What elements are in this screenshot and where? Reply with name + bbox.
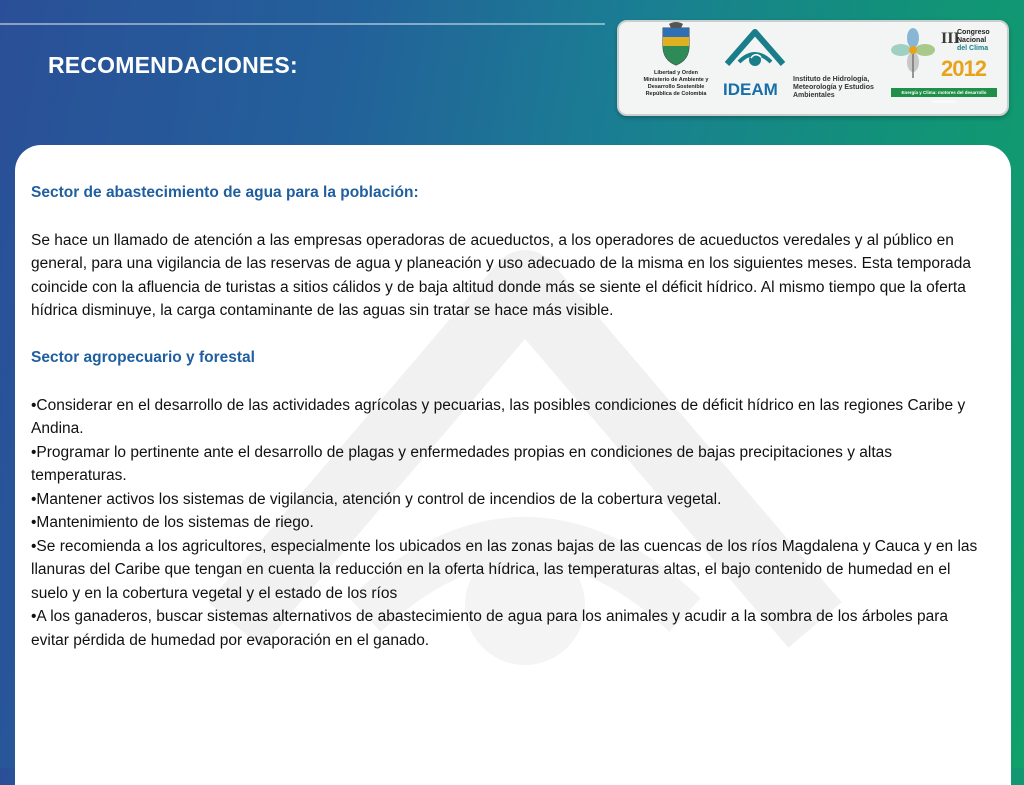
ministerio-line: Libertad y Orden [653, 70, 698, 76]
ideam-acronym: IDEAM [723, 80, 778, 99]
ministerio-line: República de Colombia [645, 91, 707, 97]
list-item: •Mantener activos los sistemas de vigilancia, atención y control de incendios de la cobertura vegetal. [31, 490, 722, 508]
congreso-roman: III [941, 30, 960, 47]
congreso-tagline: Energía y Clima: motores del desarrollo económico [891, 88, 997, 97]
ideam-eye-icon [721, 24, 789, 80]
list-item: •Programar lo pertinente ante el desarrollo de plagas y enfermedades propias en condiciones de bajas precipitaciones y altas temperaturas. [31, 443, 893, 484]
ministerio-logo [641, 22, 711, 112]
section-heading-water-supply: Sector de abastecimiento de agua para la población: [31, 184, 419, 201]
congreso-word: del Clima [957, 45, 989, 52]
congreso-year: 2012 [941, 56, 986, 81]
header-divider [0, 23, 605, 25]
logo-panel [617, 20, 1009, 116]
ideam-logo [719, 24, 884, 110]
content-card [15, 145, 1011, 785]
congreso-word: Nacional [957, 37, 987, 44]
congreso-clima-logo [891, 26, 1001, 110]
colombia-coat-of-arms-icon [659, 22, 693, 66]
list-item: •A los ganaderos, buscar sistemas alternativos de abastecimiento de agua para los animales y acudir a la sombra de los árboles para evitar pérdida de humedad por evaporación en el ganado. [31, 608, 948, 649]
list-item: •Mantenimiento de los sistemas de riego. [31, 514, 314, 531]
slide-title: RECOMENDACIONES: [48, 52, 298, 78]
recommendations-text [31, 181, 989, 652]
list-item: •Considerar en el desarrollo de las actividades agrícolas y pecuarias, las posibles condiciones de déficit hídrico en las regiones Caribe y Andina. [31, 396, 966, 437]
congreso-word: Congreso [957, 29, 990, 36]
ministerio-caption [641, 70, 711, 98]
section-heading-agriculture: Sector agropecuario y forestal [31, 349, 255, 366]
water-supply-paragraph: Se hace un llamado de atención a las empresas operadoras de acueductos, a los operadores de acueductos veredales y al público en general, para una vigilancia de las reservas de agua y planeación y uso adecuado de la misma en los siguientes meses. Esta temporada coincide con la afluencia de turistas a sitios cálidos y de baja altitud donde más se siente el déficit hídrico. Al mismo tiempo que la oferta hídrica disminuye, la carga contaminante de las aguas sin tratar se hace más visible. [31, 231, 972, 319]
ministerio-line: Desarrollo Sostenible [647, 84, 705, 90]
pinwheel-flower-icon [891, 28, 935, 78]
ministerio-line: Ministerio de Ambiente y [643, 77, 709, 83]
list-item: •Se recomienda a los agricultores, especialmente los ubicados en las zonas bajas de las cuencas de los ríos Magdalena y Cauca y en las llanuras del Caribe que tengan en cuenta la reducción en la oferta hídrica, las temperaturas altas, el bajo contenido de humedad en el suelo y en la cobertura vegetal y el estado de los ríos [31, 537, 978, 602]
ideam-fullname: Instituto de Hidrología, Meteorología y Estudios Ambientales [793, 76, 874, 99]
